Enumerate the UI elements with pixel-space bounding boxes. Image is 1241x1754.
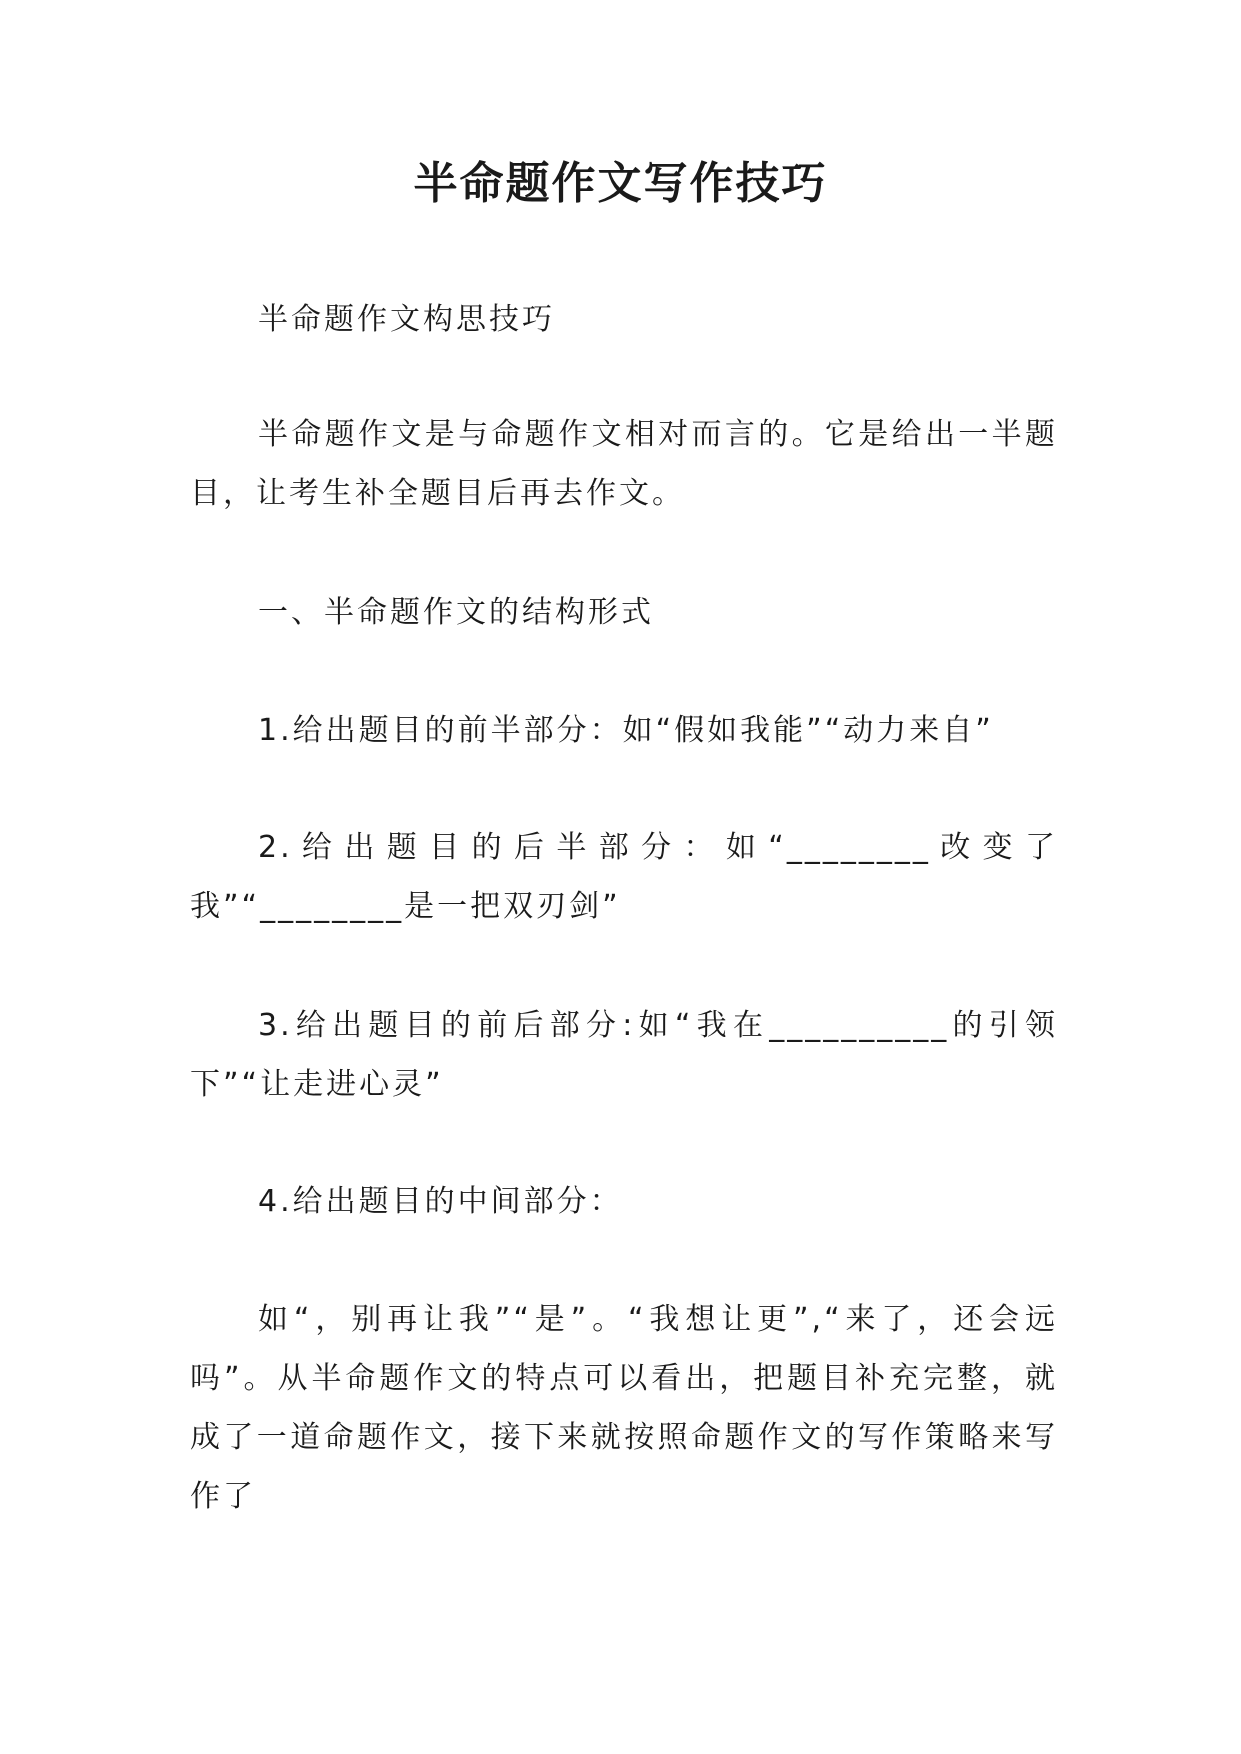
list-item-3: 3.给出题目的前后部分:如“我在__________的引领下”“让走进心灵” <box>190 1008 1058 1102</box>
list-item-1: 1.给出题目的前半部分：如“假如我能”“动力来自” <box>258 713 994 748</box>
paragraph-examples: 如“，别再让我”“是”。“我想让更”,“来了，还会远吗”。从半命题作文的特点可以看出，把题目补充完整，就成了一道命题作文，接下来就按照命题作文的写作策略来写作了 <box>190 1302 1058 1514</box>
list-item-4: 4.给出题目的中间部分： <box>258 1184 623 1219</box>
section-heading-structure: 一、半命题作文的结构形式 <box>258 595 654 630</box>
section-heading-concept: 半命题作文构思技巧 <box>258 302 555 337</box>
document-title: 半命题作文写作技巧 <box>413 158 828 209</box>
list-item-2: 2.给出题目的后半部分：如“________改变了我”“________是一把双刃剑” <box>190 830 1058 924</box>
paragraph-definition: 半命题作文是与命题作文相对而言的。它是给出一半题目，让考生补全题目后再去作文。 <box>190 417 1058 511</box>
